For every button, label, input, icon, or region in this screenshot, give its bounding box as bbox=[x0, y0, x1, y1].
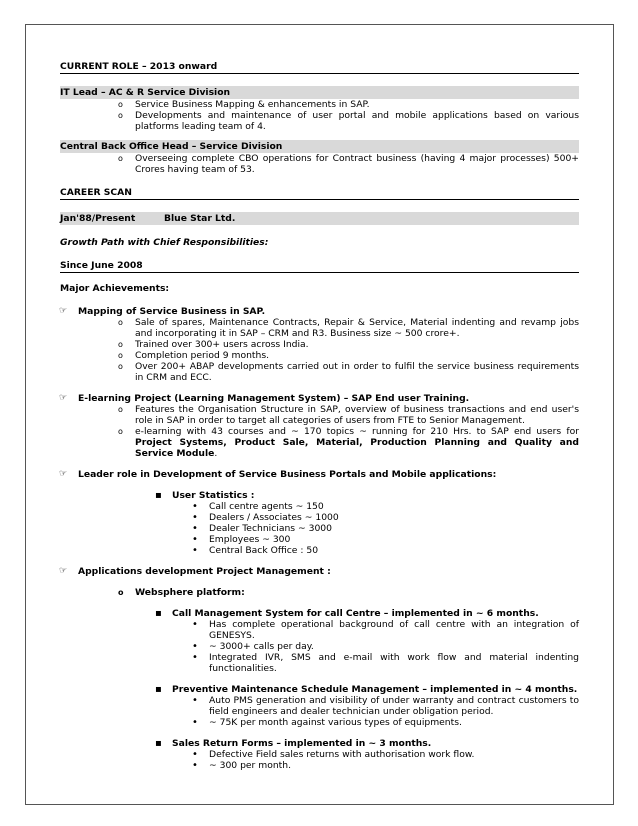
list-item: • Call centre agents ~ 150 bbox=[192, 501, 324, 512]
list-item: • Auto PMS generation and visibility of under warranty and contract customers to field engineers and dealer technician under obligation period. bbox=[192, 695, 579, 717]
pointing-hand-icon: ☞ bbox=[59, 566, 68, 576]
dot-bullet-icon: • bbox=[192, 545, 198, 556]
user-statistics-title: ▪ User Statistics : bbox=[155, 490, 255, 501]
circle-bullet-icon: o bbox=[118, 340, 123, 349]
list-item: o Service Business Mapping & enhancements in SAP. bbox=[118, 99, 370, 110]
achievement-title: ☞ E-learning Project (Learning Management System) – SAP End user Training. bbox=[59, 393, 470, 404]
pointing-hand-icon: ☞ bbox=[59, 393, 68, 403]
circle-bullet-icon: o bbox=[118, 427, 123, 436]
dot-bullet-icon: • bbox=[192, 619, 198, 630]
circle-bullet-icon: o bbox=[118, 111, 123, 120]
list-item: • Central Back Office : 50 bbox=[192, 545, 319, 556]
square-bullet-icon: ▪ bbox=[155, 490, 162, 501]
circle-bullet-icon: o bbox=[118, 154, 123, 163]
project-title: ▪ Call Management System for call Centre – implemented in ~ 6 months. bbox=[155, 608, 539, 619]
dot-bullet-icon: • bbox=[192, 512, 198, 523]
project-title: ▪ Preventive Maintenance Schedule Management – implemented in ~ 4 months. bbox=[155, 684, 578, 695]
position-company: Blue Star Ltd. bbox=[164, 213, 236, 224]
achievement-title: ☞ Applications development Project Management : bbox=[59, 566, 331, 577]
list-item: o Developments and maintenance of user portal and mobile applications based on various platforms leading team of 4. bbox=[118, 110, 579, 132]
dot-bullet-icon: • bbox=[192, 749, 198, 760]
circle-bullet-icon: o bbox=[118, 405, 123, 414]
circle-bullet-icon: o bbox=[118, 351, 123, 360]
list-item: • ~ 300 per month. bbox=[192, 760, 291, 771]
list-item: • ~ 3000+ calls per day. bbox=[192, 641, 314, 652]
dot-bullet-icon: • bbox=[192, 501, 198, 512]
list-item: o Sale of spares, Maintenance Contracts, Repair & Service, Material indenting and revamp jobs and incorporating it in SAP – CRM and R3. Business size ~ 500 crore+. bbox=[118, 317, 579, 339]
list-item: • Defective Field sales returns with authorisation work flow. bbox=[192, 749, 475, 760]
square-bullet-icon: ▪ bbox=[155, 684, 162, 695]
platform-title: o Websphere platform: bbox=[118, 587, 245, 598]
circle-bullet-icon: o bbox=[118, 100, 123, 109]
circle-bullet-icon: o bbox=[118, 362, 123, 371]
pointing-hand-icon: ☞ bbox=[59, 469, 68, 479]
list-item: o Overseeing complete CBO operations for Contract business (having 4 major processes) 500+ Crores having team of 53. bbox=[118, 153, 579, 175]
dot-bullet-icon: • bbox=[192, 760, 198, 771]
dot-bullet-icon: • bbox=[192, 717, 198, 728]
square-bullet-icon: ▪ bbox=[155, 608, 162, 619]
pointing-hand-icon: ☞ bbox=[59, 306, 68, 316]
achievement-title: ☞ Mapping of Service Business in SAP. bbox=[59, 306, 266, 317]
list-item: o Completion period 9 months. bbox=[118, 350, 270, 361]
position-row bbox=[60, 212, 579, 225]
resume-content bbox=[60, 61, 579, 771]
list-item: • Has complete operational background of call centre with an integration of GENESYS. bbox=[192, 619, 579, 641]
role2-title: Central Back Office Head – Service Division bbox=[60, 140, 579, 153]
project-title: ▪ Sales Return Forms – implemented in ~ 3 months. bbox=[155, 738, 432, 749]
list-item: • ~ 75K per month against various types of equipments. bbox=[192, 717, 462, 728]
list-item: • Dealers / Associates ~ 1000 bbox=[192, 512, 339, 523]
list-item: • Employees ~ 300 bbox=[192, 534, 291, 545]
major-achievements-heading: Major Achievements: bbox=[60, 283, 170, 294]
career-scan-heading: CAREER SCAN bbox=[60, 187, 579, 200]
dot-bullet-icon: • bbox=[192, 652, 198, 663]
achievement-title: ☞ Leader role in Development of Service Business Portals and Mobile applications: bbox=[59, 469, 497, 480]
list-item: o Features the Organisation Structure in SAP, overview of business transactions and end user's role in SAP in order to target all categories of users from FTE to Senior Management. bbox=[118, 404, 579, 426]
list-item: o Trained over 300+ users across India. bbox=[118, 339, 309, 350]
current-role-heading: CURRENT ROLE – 2013 onward bbox=[60, 61, 579, 74]
position-date: Jan'88/Present bbox=[60, 213, 136, 224]
list-item: • Dealer Technicians ~ 3000 bbox=[192, 523, 332, 534]
growth-path-heading: Growth Path with Chief Responsibilities: bbox=[60, 237, 269, 248]
list-item: o e-learning with 43 courses and ~ 170 topics ~ running for 210 Hrs. to SAP end users for Project Systems, Product Sale, Material, Production Planning and Quality and Service Module. bbox=[118, 426, 579, 459]
list-item: • Integrated IVR, SMS and e-mail with work flow and material indenting functionalities. bbox=[192, 652, 579, 674]
dot-bullet-icon: • bbox=[192, 695, 198, 706]
circle-bullet-icon: o bbox=[118, 588, 124, 597]
role1-title: IT Lead – AC & R Service Division bbox=[60, 86, 579, 99]
dot-bullet-icon: • bbox=[192, 641, 198, 652]
circle-bullet-icon: o bbox=[118, 318, 123, 327]
dot-bullet-icon: • bbox=[192, 523, 198, 534]
dot-bullet-icon: • bbox=[192, 534, 198, 545]
list-item: o Over 200+ ABAP developments carried out in order to fulfil the service business requirements in CRM and ECC. bbox=[118, 361, 579, 383]
square-bullet-icon: ▪ bbox=[155, 738, 162, 749]
since-heading: Since June 2008 bbox=[60, 260, 579, 273]
